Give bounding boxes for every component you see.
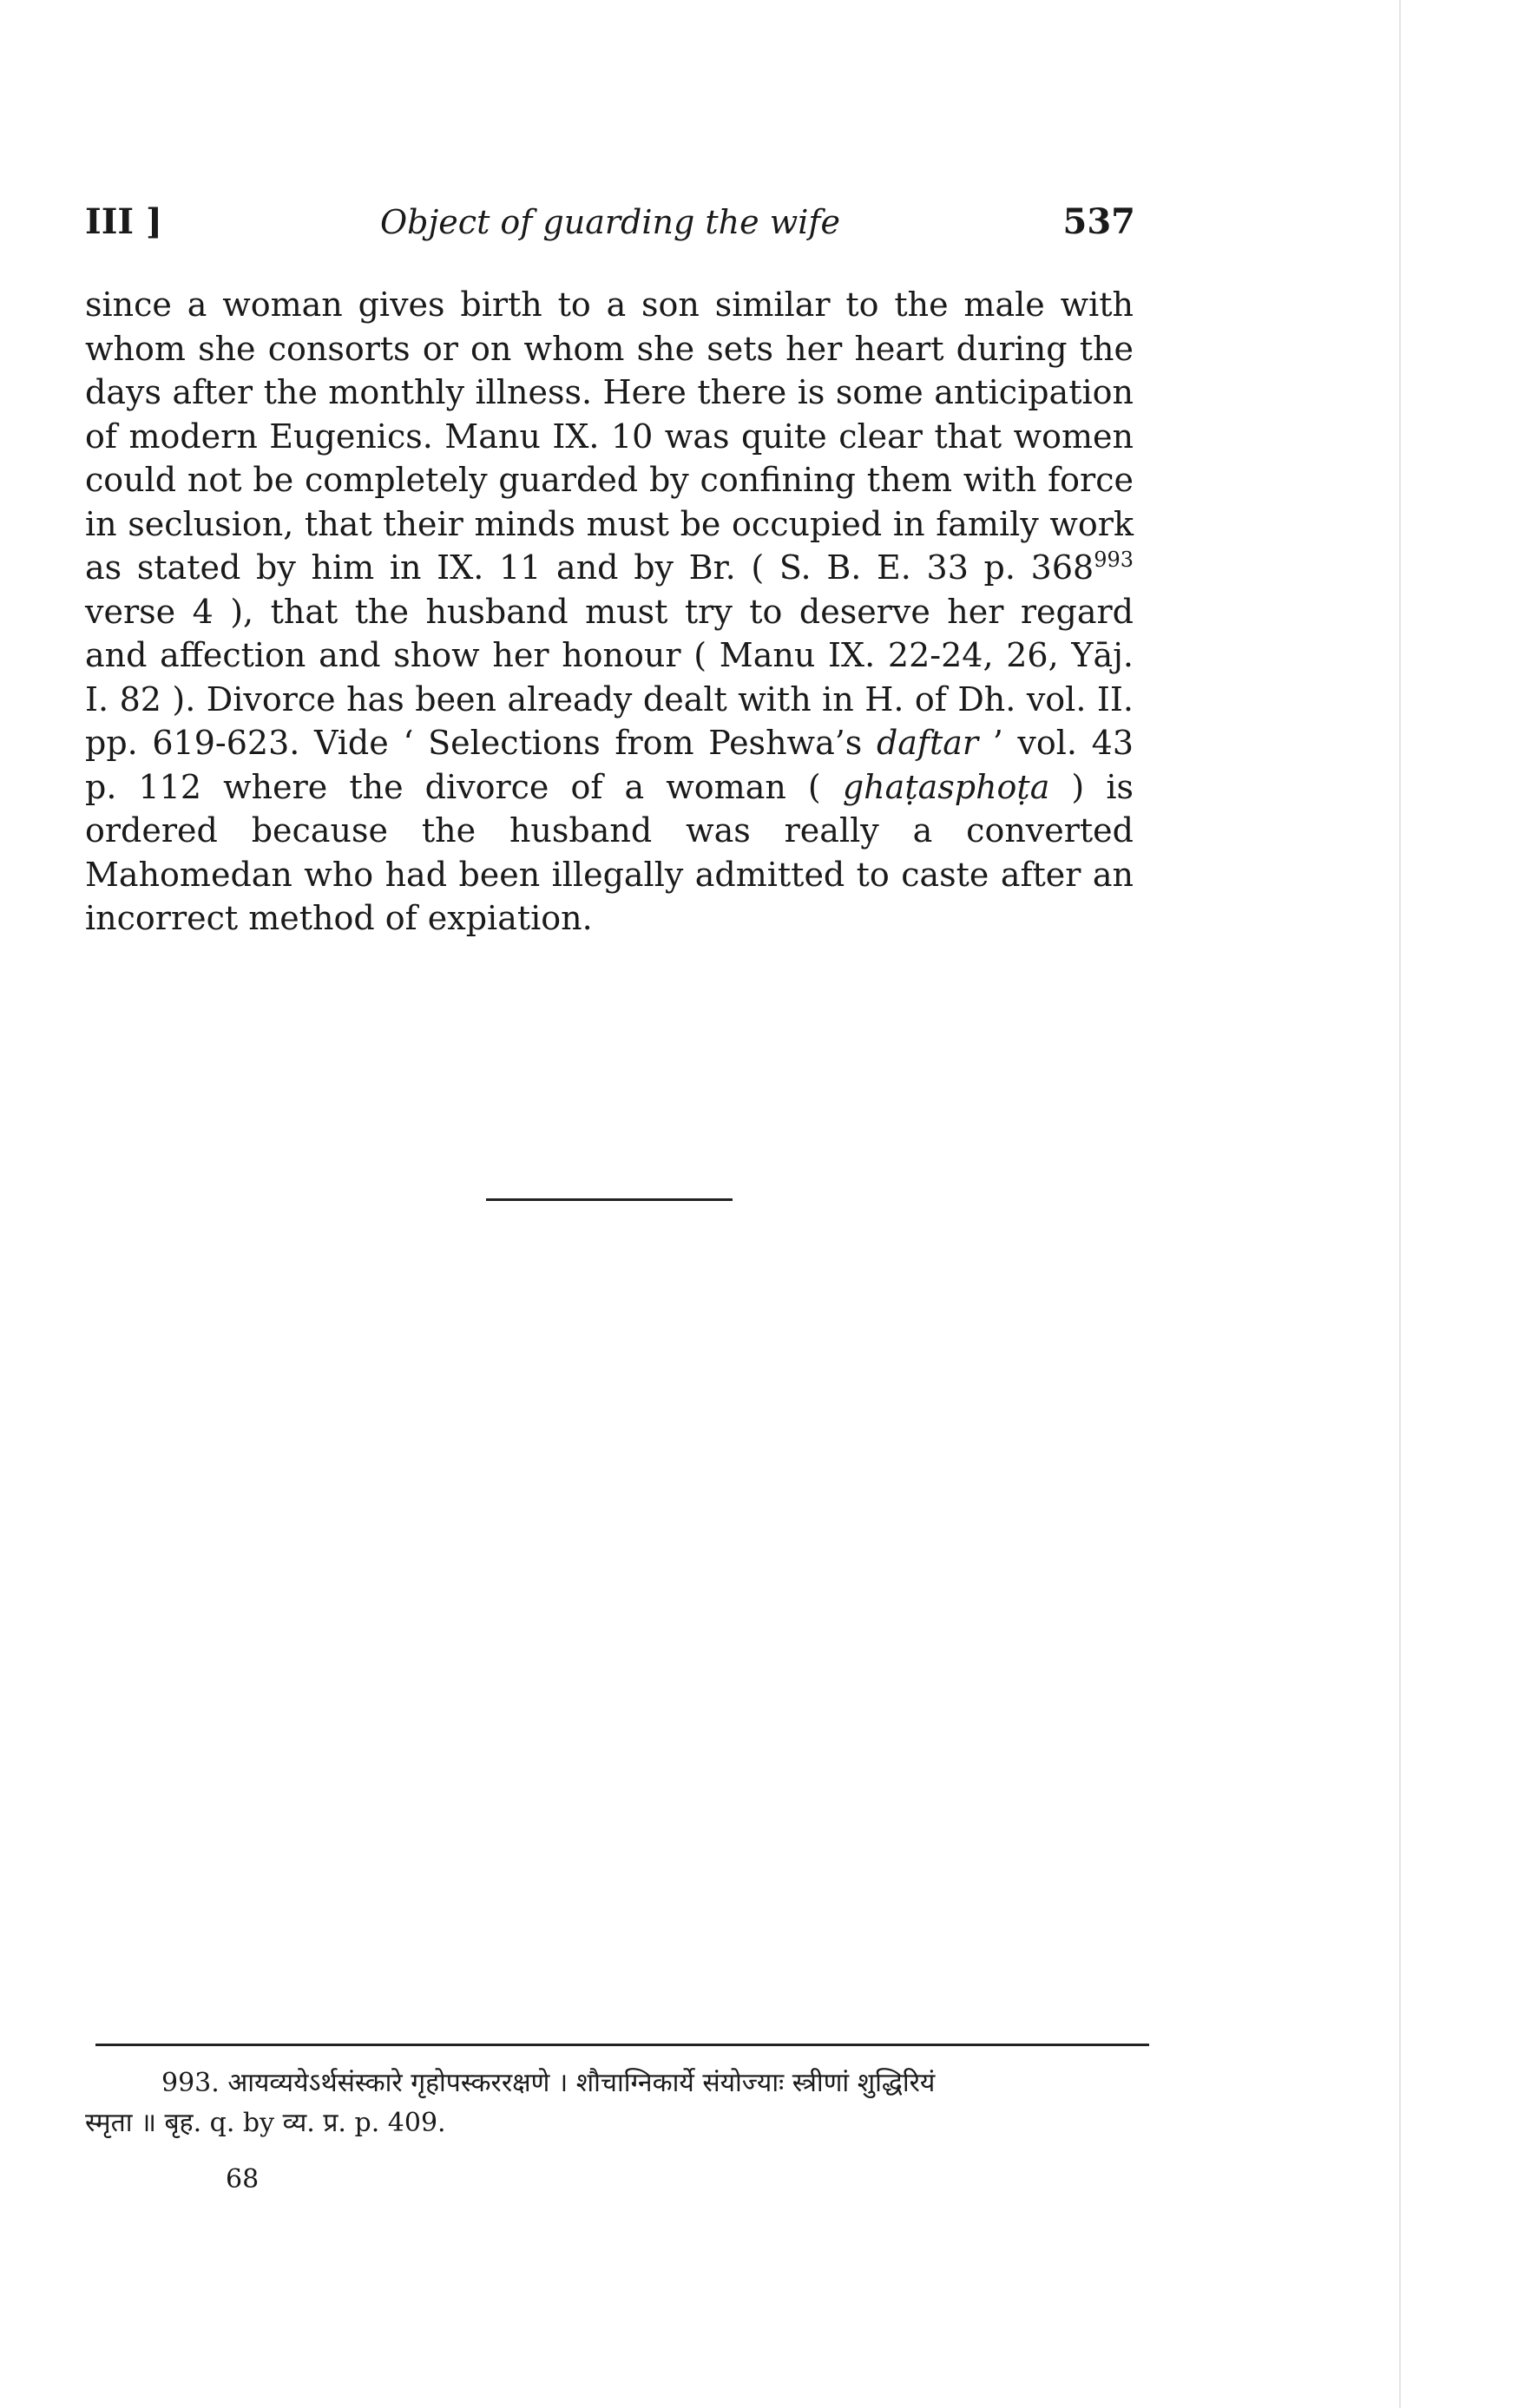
- footnote-line: स्मृता ॥ बृह. q. by व्य. प्र. p. 409.: [85, 2108, 446, 2138]
- paragraph: [85, 283, 1134, 941]
- text-run: ) is ordered because the husband was really a converted Mahomedan who had been illegally admitted to caste after an incorrect method of expiation.: [85, 767, 1134, 937]
- text-run: verse 4 ), that the husband must try to deserve her regard and affection and show her honour ( Manu IX. 22-24, 26, Yāj. I. 82 ). Divorce has been already dealt with in H. of Dh. vol. II. pp. 619-623. Vide ‘ Selections from Peshwa’s: [85, 592, 1134, 762]
- footnote-number: 993.: [161, 2068, 220, 2098]
- footnote-reference: 993: [1094, 548, 1134, 572]
- footnote-separator: [95, 2044, 1149, 2046]
- footnote: [85, 2064, 1144, 2143]
- signature-folio: 68: [226, 2164, 260, 2195]
- text-run: ’ vol. 43 p. 112 where the divorce of a woman (: [85, 724, 1134, 806]
- page-number: 537: [1062, 201, 1135, 242]
- chapter-marker: III ]: [85, 201, 162, 242]
- body-text: [85, 283, 1134, 941]
- text-run: since a woman gives birth to a son similar to the male with whom she consorts or on whom she sets her heart during the days after the monthly illness. Here there is some anticipation of modern Eugenics. Manu IX. 10 was quite clear that women could not be completely guarded by confining them with force in seclusion, that their minds must be occupied in family work as stated by him in IX. 11 and by Br. ( S. B. E. 33 p. 368: [85, 285, 1134, 587]
- footnote-line: [85, 2064, 1144, 2103]
- page-edge-line: [1399, 0, 1401, 2408]
- running-title: Object of guarding the wife: [380, 203, 840, 241]
- footnote-sanskrit-text: आयव्ययेऽर्थसंस्कारे गृहोपस्कररक्षणे । शौचाग्निकार्ये संयोज्याः स्त्रीणां शुद्धिरियं: [227, 2068, 936, 2098]
- section-end-rule: [486, 1198, 733, 1201]
- italic-term: daftar: [876, 724, 979, 762]
- italic-term: ghaṭasphoṭa: [842, 767, 1050, 806]
- running-header: [85, 201, 1135, 253]
